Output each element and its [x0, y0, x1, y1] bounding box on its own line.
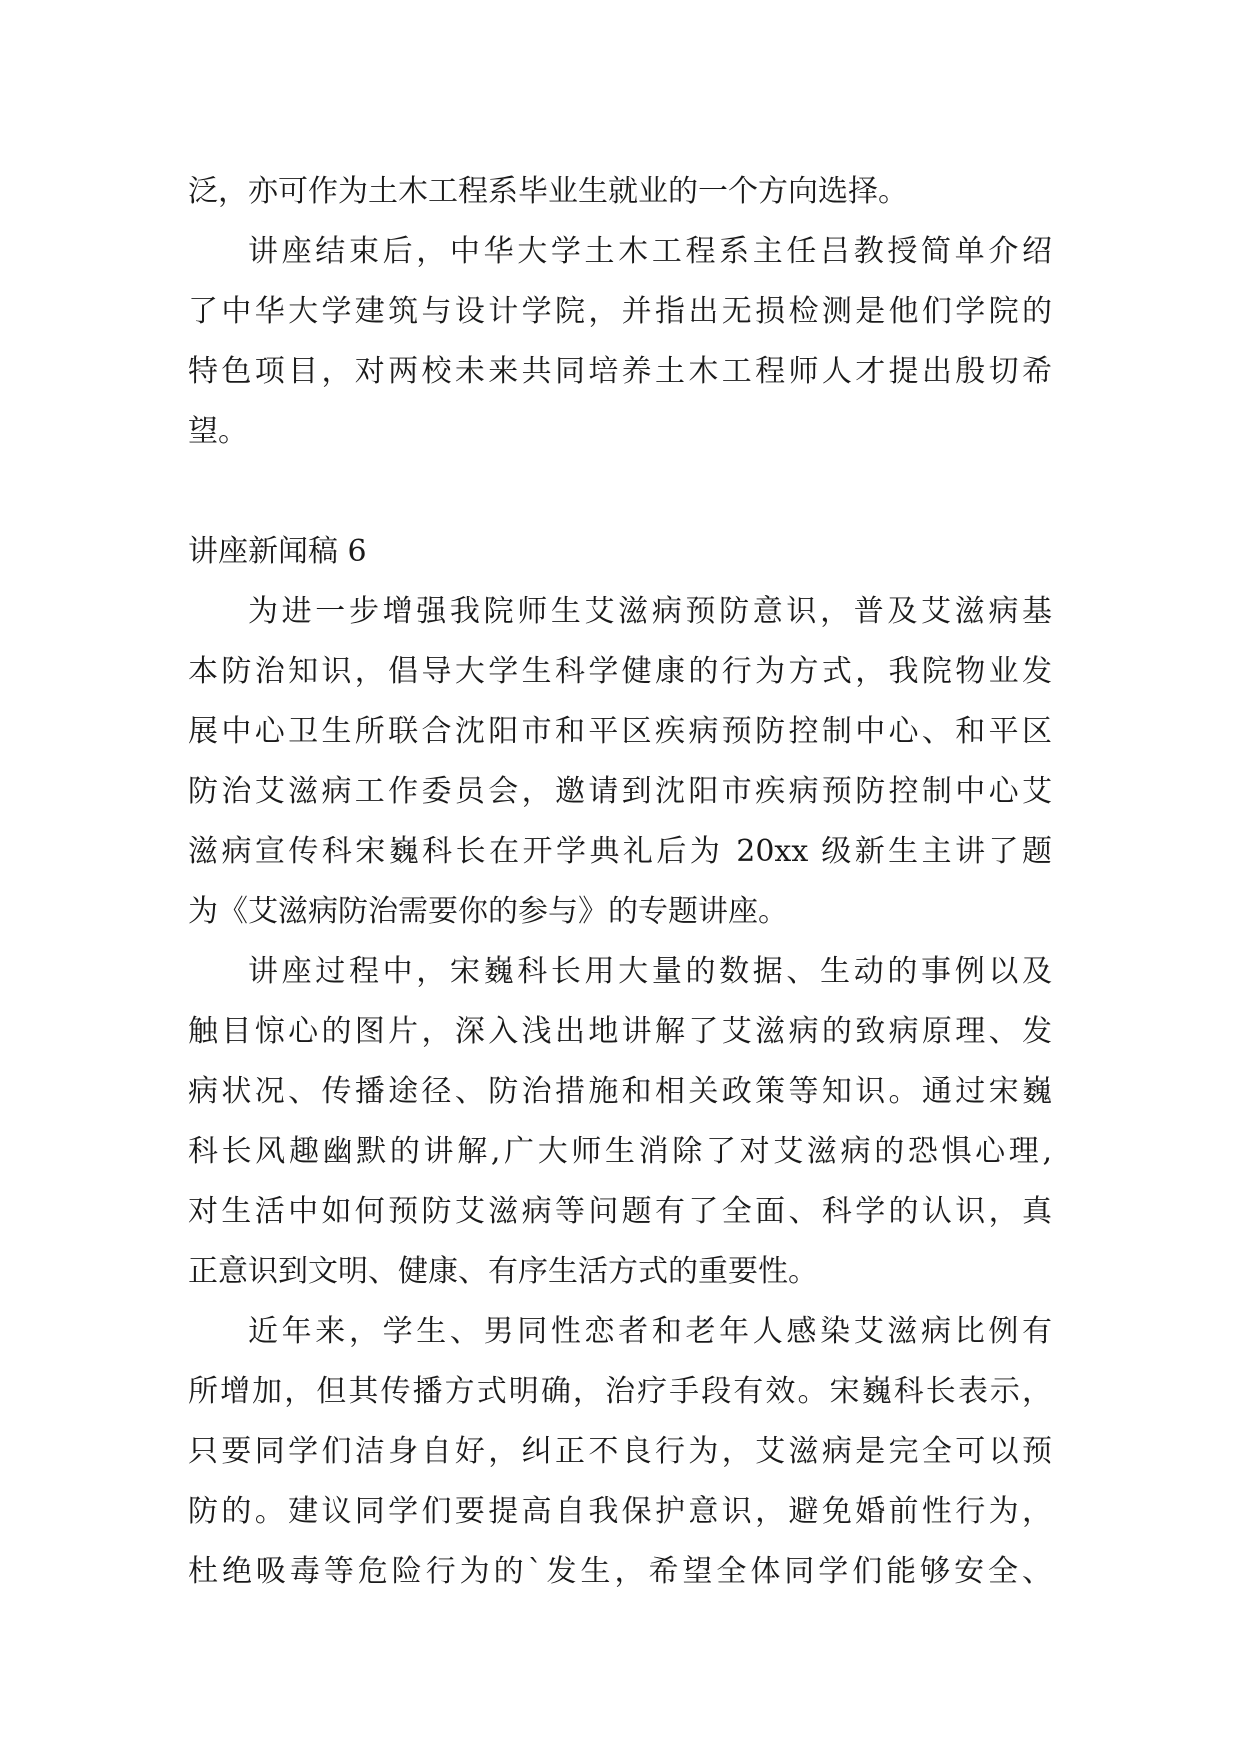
paragraph-line: 所增加，但其传播方式明确，治疗手段有效。宋巍科长表示，	[188, 1374, 1052, 1409]
paragraph-line: 病状况、传播途径、防治措施和相关政策等知识。通过宋巍	[188, 1074, 1052, 1109]
document-body	[188, 162, 1052, 1602]
section-heading: 讲座新闻稿 6	[188, 534, 367, 569]
paragraph-line: 为《艾滋病防治需要你的参与》的专题讲座。	[188, 894, 788, 929]
paragraph-line: 特色项目，对两校未来共同培养土木工程师人才提出殷切希	[188, 354, 1052, 389]
paragraph-line: 泛，亦可作为土木工程系毕业生就业的一个方向选择。	[188, 174, 908, 209]
paragraph-line: 展中心卫生所联合沈阳市和平区疾病预防控制中心、和平区	[188, 714, 1052, 749]
paragraph-1	[188, 162, 1052, 222]
paragraph-line: 只要同学们洁身自好，纠正不良行为，艾滋病是完全可以预	[188, 1434, 1052, 1469]
paragraph-line: 近年来，学生、男同性恋者和老年人感染艾滋病比例有	[248, 1314, 1052, 1349]
paragraph-line: 望。	[188, 414, 248, 449]
paragraph-line: 本防治知识，倡导大学生科学健康的行为方式，我院物业发	[188, 654, 1052, 689]
paragraph-4	[188, 942, 1052, 1302]
paragraph-line: 防治艾滋病工作委员会，邀请到沈阳市疾病预防控制中心艾	[188, 774, 1052, 809]
paragraph-line: 防的。建议同学们要提高自我保护意识，避免婚前性行为，	[188, 1494, 1052, 1529]
paragraph-line: 了中华大学建筑与设计学院，并指出无损检测是他们学院的	[188, 294, 1052, 329]
paragraph-line: 科长风趣幽默的讲解,广大师生消除了对艾滋病的恐惧心理,	[188, 1134, 1052, 1169]
paragraph-3	[188, 582, 1052, 942]
paragraph-2	[188, 222, 1052, 462]
paragraph-line: 讲座结束后，中华大学土木工程系主任吕教授简单介绍	[248, 234, 1052, 269]
paragraph-line: 讲座过程中，宋巍科长用大量的数据、生动的事例以及	[248, 954, 1052, 989]
paragraph-line: 对生活中如何预防艾滋病等问题有了全面、科学的认识，真	[188, 1194, 1052, 1229]
paragraph-5	[188, 1302, 1052, 1602]
paragraph-line: 触目惊心的图片，深入浅出地讲解了艾滋病的致病原理、发	[188, 1014, 1052, 1049]
blank-line	[188, 462, 1052, 522]
paragraph-line: 滋病宣传科宋巍科长在开学典礼后为 20xx 级新生主讲了题	[188, 834, 1052, 869]
paragraph-line: 为进一步增强我院师生艾滋病预防意识，普及艾滋病基	[248, 594, 1052, 629]
paragraph-line: 杜绝吸毒等危险行为的`发生，希望全体同学们能够安全、	[188, 1554, 1052, 1589]
paragraph-line: 正意识到文明、健康、有序生活方式的重要性。	[188, 1254, 818, 1289]
